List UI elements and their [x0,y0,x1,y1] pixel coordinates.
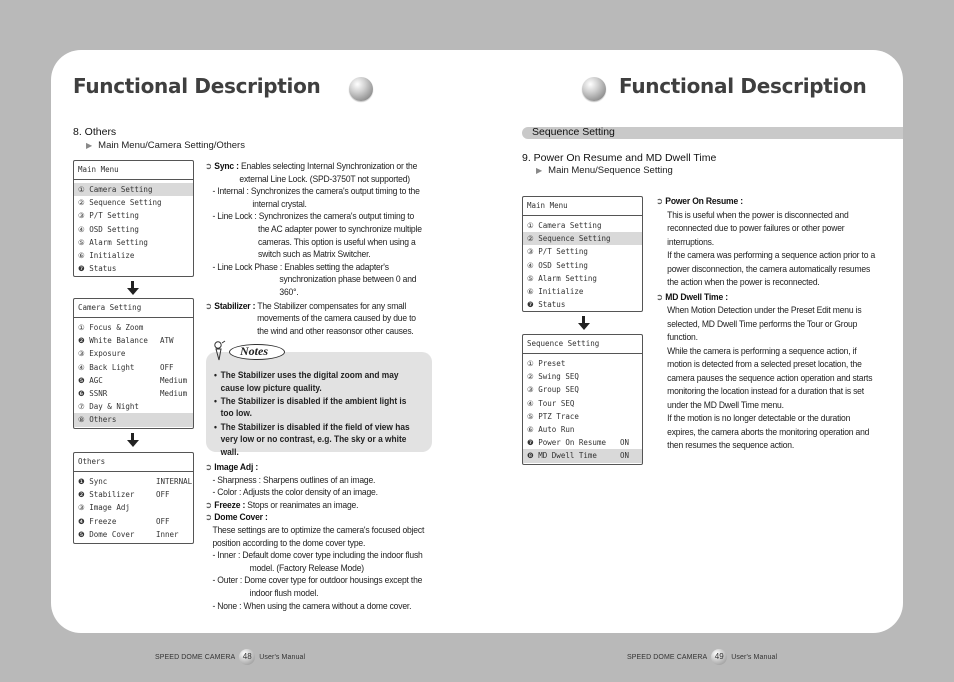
menu-row: ② Swing SEQ [527,372,579,382]
menu-row: ③ Group SEQ [527,385,579,395]
menu-row: ④ OSD Setting [527,260,588,270]
power-md-description: ➲ Power On Resume : This is useful when the power is disconnected and reconnected due to power failures or other power interruptions. If the camera was performing a sequence action prior to a power disconnection, the camera automatically resumes the action when the power is reconnected. ➲ MD Dwell Time : When Motion Detection under the Preset Edit menu is selected, MD Dwell Time performs the Tour or Group function. While the camera is performing a sequence action, if motion is detected from a selected preset location, the camera pauses the sequence action operation and starts monitoring the location instead for a duration that is set under the MD Dwell Time menu. If the motion is no longer detectable or the duration expires, the camera aborts the monitoring operation and then resumes the sequence action. [656,196,876,450]
page-title-right: Functional Description [619,74,867,98]
menu-row: ❹ Freeze OFF [78,516,170,526]
menu-row: ③ Image Adj [78,503,130,513]
arrow-bullet-icon: ➲ [205,462,212,472]
arrow-down-icon [127,281,139,295]
menu-row: ❶ Sync INTERNAL [78,477,193,486]
arrow-down-icon [578,316,590,330]
menu-row: ⑥ Initialize [527,286,584,296]
section-bar-label: Sequence Setting [532,126,615,138]
main-menu-box [522,196,643,312]
image-dome-description: ➲ Image Adj : - Sharpness : Sharpens outlines of an image. - Color : Adjusts the color density of an image. ➲ Freeze : Stops or reanimates an image. ➲ Dome Cover : These settings are to optimize the camera's focused object position according to the dome cover type. - Inner : Default dome cover type including the indoor flush model. (Factory Release Mode) - Outer : Dome cover type for outdoor housings except the indoor flush model. - None : When using the camera without a dome cover. [205,462,425,611]
menu-row: ⑤ PTZ Trace [527,411,579,421]
menu-row: ⑤ Alarm Setting [78,237,148,247]
arrow-bullet-icon: ➲ [656,196,663,206]
main-menu-box [73,160,194,277]
menu-title: Sequence Setting [523,335,642,354]
menu-row: ❽ MD Dwell Time ON [523,449,642,462]
footer-left: SPEED DOME CAMERA 48 User's Manual [155,649,305,665]
menu-row: ⑤ Alarm Setting [527,273,597,283]
arrow-bullet-icon: ➲ [205,300,212,311]
menu-row: ① Camera Setting [74,183,193,196]
camera-setting-menu-box [73,298,194,429]
menu-row: ① Preset [527,359,566,368]
triangle-right-icon: ▶ [536,166,543,175]
menu-row: ④ Back Light OFF [78,362,174,372]
notes-label: Notes [240,344,268,358]
menu-row: ③ Exposure [78,349,126,359]
menu-row: ❺ Dome Cover Inner [78,529,179,539]
menu-row: ❼ Status [527,300,566,310]
page-title-left: Functional Description [73,74,321,98]
menu-row: ⑥ Auto Run [527,424,575,434]
note-item: • The Stabilizer is disabled if the ambient light is too low. [214,395,417,420]
menu-row: ④ OSD Setting [78,224,139,234]
menu-row: ② Sequence Setting [523,232,642,245]
menu-row: ❻ SSNR Medium [78,388,188,398]
menu-title: Main Menu [523,197,642,216]
page-number: 48 [239,649,255,665]
arrow-bullet-icon: ➲ [205,499,212,510]
pencil-icon [213,340,227,362]
arrow-bullet-icon: ➲ [205,161,212,171]
note-item: • The Stabilizer is disabled if the field of view has very low or no contrast, e.g. The sky or a white wall. [214,421,417,459]
menu-row: ❺ AGC Medium [78,375,188,385]
notes-list [214,369,417,459]
title-sphere-icon [582,77,606,101]
section-heading-power-on: 9. Power On Resume and MD Dwell Time [522,152,717,164]
title-sphere-icon [349,77,373,101]
arrow-bullet-icon: ➲ [205,512,212,523]
triangle-right-icon: ▶ [86,141,93,150]
menu-row: ⑧ Others [74,413,193,426]
menu-row: ⑦ Day & Night [78,402,139,412]
menu-path-others: ▶ Main Menu/Camera Setting/Others [86,140,245,151]
menu-row: ① Camera Setting [527,221,602,230]
notes-badge [212,340,292,364]
menu-title: Others [74,453,193,472]
section-bar [522,127,903,139]
menu-row: ④ Tour SEQ [527,398,575,408]
footer-right: SPEED DOME CAMERA 49 User's Manual [627,649,777,665]
menu-row: ❼ Power On Resume ON [527,438,630,448]
sequence-setting-menu-box [522,334,643,465]
menu-row: ① Focus & Zoom [78,323,144,332]
sync-description: ➲ Sync : Enables selecting Internal Synchronization or the external Line Lock. (SPD-3750T not supported) - Internal : Synchronizes the camera's output timing to the internal crystal. - Line Lock : Synchronizes the camera's output timing to the AC adapter power to synchronize multiple cameras. This option is useful when using a switch such as Matrix Switcher. - Line Lock Phase : Enables setting the adapter's synchronization phase between 0 and 360°. ➲ Stabilizer : The Stabilizer compensates for any small movements of the camera caused by due to the wind and other reasonsor other causes. [205,161,422,336]
page-number: 49 [711,649,727,665]
arrow-bullet-icon: ➲ [656,291,663,302]
note-item: • The Stabilizer uses the digital zoom and may cause low picture quality. [214,369,417,394]
menu-row: ③ P/T Setting [78,211,139,221]
menu-title: Camera Setting [74,299,193,318]
arrow-down-icon [127,433,139,447]
menu-path-sequence: ▶ Main Menu/Sequence Setting [536,165,673,176]
menu-row: ❷ Stabilizer OFF [78,490,170,500]
menu-row: ② Sequence Setting [78,198,162,208]
menu-row: ③ P/T Setting [527,247,588,257]
menu-row: ❼ Status [78,264,117,274]
others-menu-box [73,452,194,544]
menu-row: ❷ White Balance ATW [78,336,174,346]
section-heading-others: 8. Others [73,126,117,138]
menu-title: Main Menu [74,161,193,180]
menu-row: ⑥ Initialize [78,250,135,260]
